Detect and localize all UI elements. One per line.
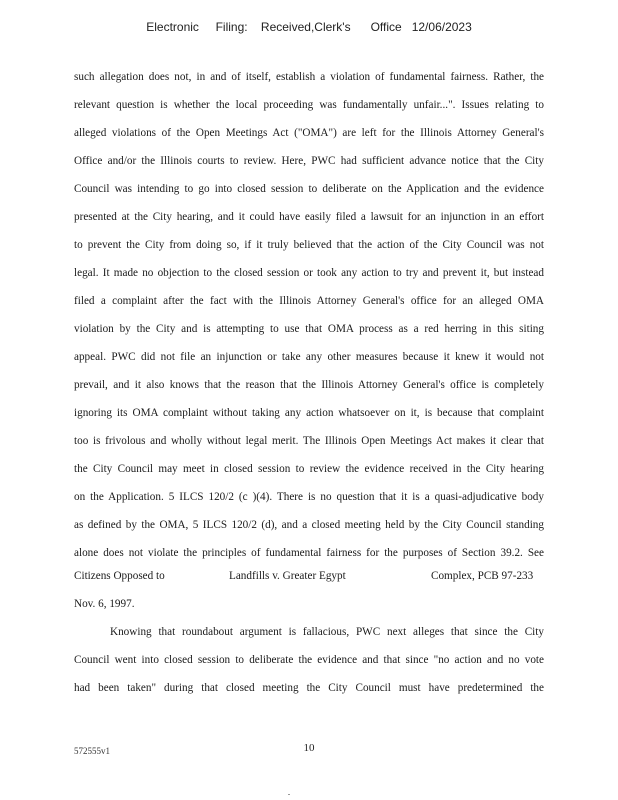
text-line: violation by the City and is attempting to use that OMA process as a red herring in this siting [74,323,544,335]
document-id: 572555v1 [74,746,110,756]
text-line: prevail, and it also knows that the reason that the Illinois Attorney General's office is completely [74,379,544,391]
page-number: 10 [303,742,315,754]
text-line: the City Council may meet in closed session to review the evidence received in the City hearing [74,463,544,475]
text-line: Council went into closed session to deliberate the evidence and that since "no action and no vote [74,654,544,666]
efiling-stamp-header: Electronic Filing: Received,Clerk's Office 12/06/2023 [146,20,472,34]
text-line: filed a complaint after the fact with the Illinois Attorney General's office for an alleged OMA [74,295,544,307]
text-line: relevant question is whether the local proceeding was fundamentally unfair...". Issues relating to [74,99,544,111]
text-line: presented at the City hearing, and it could have easily filed a lawsuit for an injunction in an effort [74,211,544,223]
scan-speck [288,794,290,795]
text-line: such allegation does not, in and of itself, establish a violation of fundamental fairness. Rather, the [74,71,544,83]
text-line: alone does not violate the principles of fundamental fairness for the purposes of Section 39.2. See [74,547,544,559]
citation-tail [74,597,544,611]
text-line: Office and/or the Illinois courts to review. Here, PWC had sufficient advance notice that the City [74,155,544,167]
citation-part: Complex, PCB 97-233 [431,570,534,582]
text-line: too is frivolous and wholly without legal merit. The Illinois Open Meetings Act makes it clear that [74,435,544,447]
text-line: Knowing that roundabout argument is fallacious, PWC next alleges that since the City [110,626,544,638]
text-line: appeal. PWC did not file an injunction or take any other measures because it knew it would not [74,351,544,363]
text-line: Nov. 6, 1997. [74,598,135,610]
text-line: alleged violations of the Open Meetings Act ("OMA") are left for the Illinois Attorney General's [74,127,544,139]
citation-part: Citizens Opposed to [74,570,165,582]
text-line: on the Application. 5 ILCS 120/2 (c )(4). There is no question that it is a quasi-adjudicative body [74,491,544,503]
text-line: ignoring its OMA complaint without taking any action whatsoever on it, is because that complaint [74,407,544,419]
text-line: Council was intending to go into closed session to deliberate on the Application and the evidence [74,183,544,195]
text-line: legal. It made no objection to the closed session or took any action to try and prevent it, but instead [74,267,544,279]
paragraph-1 [74,70,544,560]
text-line: as defined by the OMA, 5 ILCS 120/2 (d), and a closed meeting held by the City Council standing [74,519,544,531]
paragraph-2 [74,625,544,695]
citation-part: Landfills v. Greater Egypt [229,570,346,582]
text-line: had been taken" during that closed meeting the City Council must have predetermined the [74,682,544,694]
case-citation [74,569,544,583]
text-line: to prevent the City from doing so, if it truly believed that the action of the City Council was not [74,239,544,251]
